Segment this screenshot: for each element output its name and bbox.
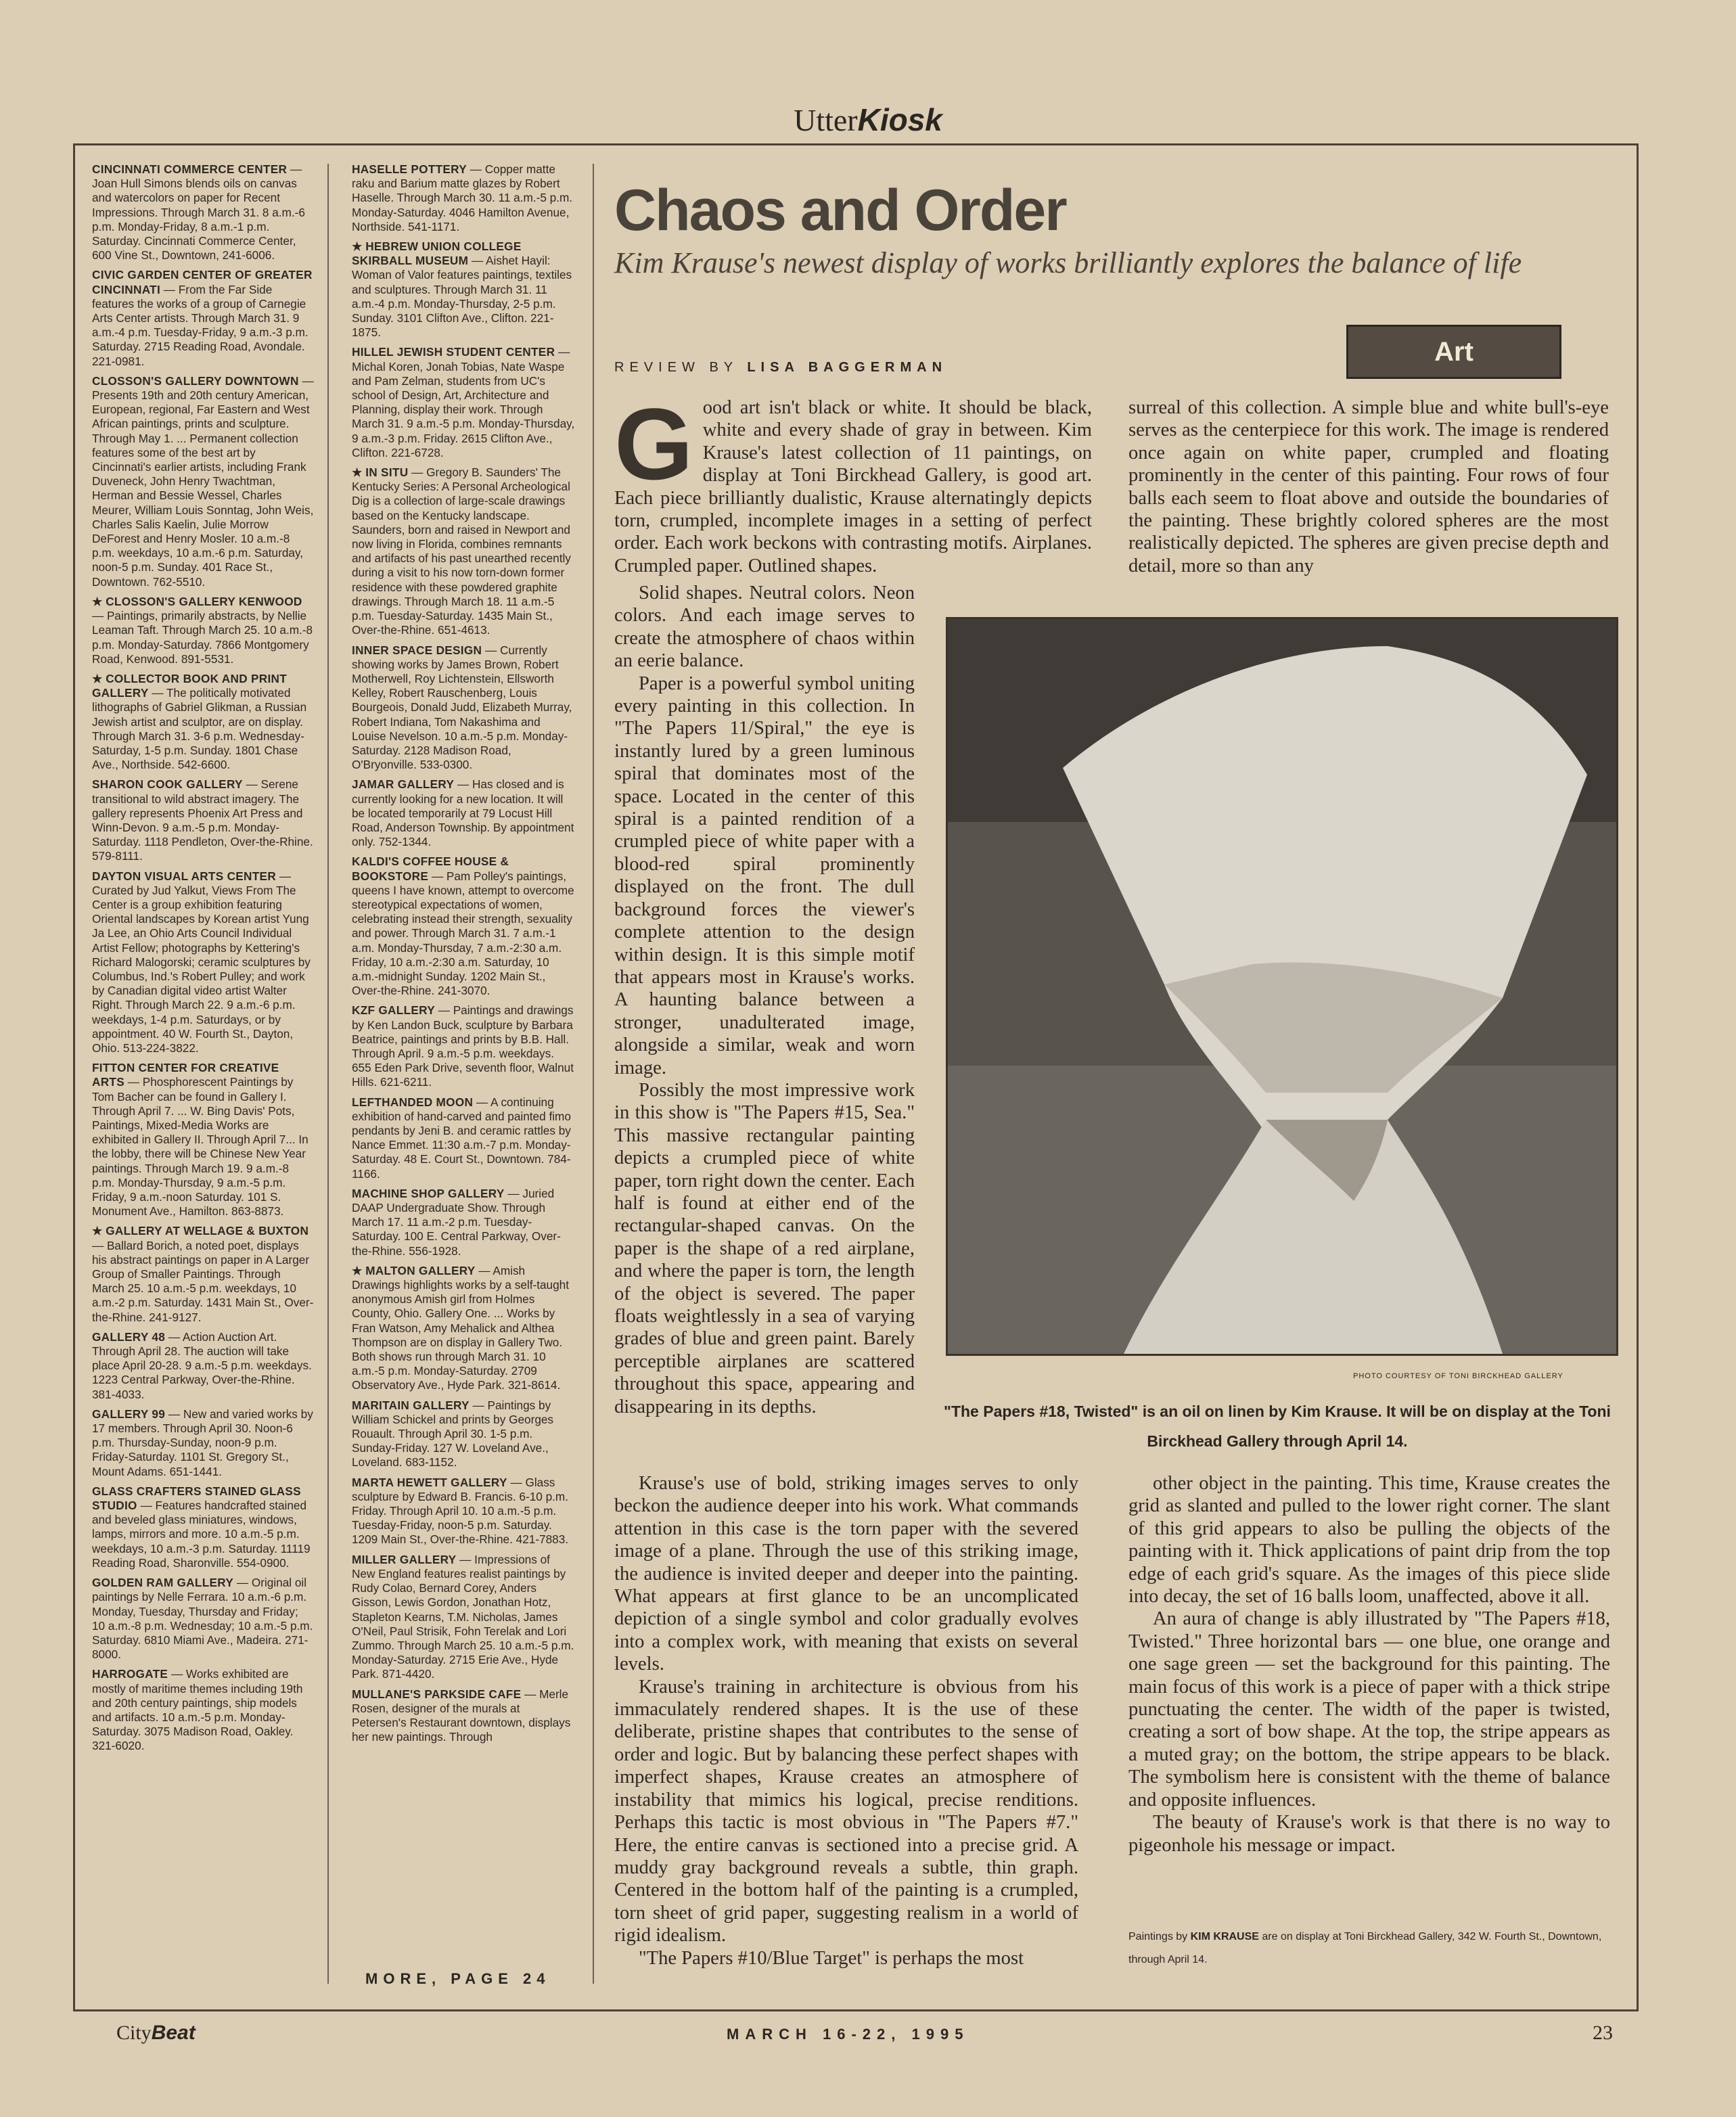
gallery-name: CIVIC GARDEN CENTER OF GREATER CINCINNATI xyxy=(92,268,313,296)
gallery-listing xyxy=(92,374,314,589)
gallery-listing xyxy=(352,1187,575,1258)
listing-details: — Original oil paintings by Nelle Ferrara. 10 a.m.-6 p.m. Monday, Tuesday, Thursday and Friday; 10 a.m.-8 p.m. Wednesday; 10 a.m.-5 p.m. Saturday. 6810 Miami Ave., Madeira. 271-8000. xyxy=(92,1576,313,1662)
section-header xyxy=(0,101,1736,138)
photo-caption: "The Papers #18, Twisted" is an oil on linen by Kim Krause. It will be on display at the Toni Birckhead Gallery through April 14. xyxy=(944,1403,1611,1450)
footer-beat: Beat xyxy=(151,2022,196,2044)
listing-details: — Copper matte raku and Barium matte glazes by Robert Haselle. Through March 30. 11 a.m.-5 p.m. Monday-Saturday. 4046 Hamilton Avenue, Northside. 541-1171. xyxy=(352,162,573,233)
byline-label: REVIEW BY xyxy=(614,360,748,375)
listing-details: — Currently showing works by James Brown, Robert Motherwell, Roy Lichtenstein, Ellsworth Kelley, Robert Rauschenberg, Louis Bourgeois, Donald Judd, Elizabeth Murray, Robert Indiana, Tom Nakashima and Louise Nevelson. 10 a.m.-5 p.m. Monday-Saturday. 2128 Madison Road, O'Bryonville. 533-0300. xyxy=(352,643,572,772)
gallery-listing xyxy=(92,162,314,263)
gallery-name: MARTA HEWETT GALLERY xyxy=(352,1475,507,1489)
listing-details: — A continuing exhibition of hand-carved and painted fimo pendants by Jeni B. and ceramic rattles by Nance Emmet. 11:30 a.m.-7 p.m. Monday-Saturday. 48 E. Court St., Downtown. 784-1166. xyxy=(352,1095,571,1181)
byline-author: LISA BAGGERMAN xyxy=(747,360,948,375)
gallery-listing xyxy=(92,1061,314,1219)
article-column-a-top xyxy=(614,387,1092,577)
byline xyxy=(614,360,947,375)
gallery-listing xyxy=(352,643,575,773)
gallery-listing xyxy=(92,1224,314,1324)
listing-details: — Ballard Borich, a noted poet, displays his abstract paintings on paper in A Larger Group of Smaller Paintings. Through March 25. 10 a.m.-5 p.m. weekdays, 10 a.m.-2 p.m. Saturday. 1431 Main St., Over-the-Rhine. 241-9127. xyxy=(92,1238,314,1324)
listing-details: — Amish Drawings highlights works by a self-taught anonymous Amish girl from Holmes County, Ohio. Gallery One. ... Works by Fran Watson, Amy Mehalick and Althea Thompson are on display in Gallery Two. Both shows run through March 31. 10 a.m.-5 p.m. Monday-Saturday. 2709 Observatory Ave., Hyde Park. 321-8614. xyxy=(352,1263,569,1392)
gallery-listing xyxy=(352,777,575,849)
gallery-name: HARROGATE xyxy=(92,1667,168,1681)
gallery-listing xyxy=(352,1003,575,1089)
article-column-b-bottom xyxy=(1128,1472,1610,1857)
photo-credit: PHOTO COURTESY OF TONI BIRCKHEAD GALLERY xyxy=(1353,1372,1563,1380)
gallery-name: DAYTON VISUAL ARTS CENTER xyxy=(92,869,277,883)
gallery-listing xyxy=(352,1095,575,1181)
paragraph: Paper is a powerful symbol uniting every painting in this collection. In "The Papers 11/Spiral," the eye is instantly lured by a green luminous spiral that dominates most of the space. Located in the center of this spiral is a painted rendition of a crumpled piece of white paper with a blood-red spiral prominently displayed on the front. The dull background forces the viewer's complete attention to the design within design. It is this simple motif that appears most in Krause's works. A haunting balance between a stronger, unadulterated image, alongside a similar, weak and worn image. xyxy=(614,673,915,1078)
gallery-name: LEFTHANDED MOON xyxy=(352,1095,474,1109)
gallery-listing xyxy=(352,345,575,460)
gallery-name: JAMAR GALLERY xyxy=(352,777,455,792)
column-divider xyxy=(593,164,594,1984)
gallery-name: HASELLE POTTERY xyxy=(352,162,467,176)
listing-details: — Impressions of New England features realist paintings by Rudy Colao, Bernard Corey, Anders Gisson, Lewis Gordon, Jonathan Hotz, Stapleton Kearns, T.M. Nicholas, James O'Neil, Paul Strisik, Fohn Terelak and Lori Zummo. Through March 25. 10 a.m.-5 p.m. Monday-Saturday. 2715 Erie Ave., Hyde Park. 871-4420. xyxy=(352,1552,574,1681)
listing-details: — Phosphorescent Paintings by Tom Bacher can be found in Gallery I. Through April 7. ... W. Bing Davis' Pots, Paintings, Mixed-Media Works are exhibited in Gallery II. Through April 7... In the lobby, there will be Chinese New Year paintings. Through March 19. 9 a.m.-8 p.m. Monday-Thursday, 9 a.m.-5 p.m. Friday, 9 a.m.-noon Saturday. 101 S. Monument Ave., Hamilton. 863-8873. xyxy=(92,1075,309,1219)
gallery-name: SHARON COOK GALLERY xyxy=(92,777,243,792)
star-icon: ★ xyxy=(92,671,106,685)
footer-city: City xyxy=(116,2022,152,2044)
paragraph: Krause's use of bold, striking images serves to only beckon the audience deeper into his work. What commands attention in this case is the torn paper with the severed image of a plane. Through the use of this striking image, the audience is invited deeper and deeper into the painting. What appears at first glance to be an uncomplicated depiction of a single symbol and color gradually evolves into a complex work, with meaning that exists on several levels. xyxy=(614,1473,1078,1675)
note-text: are on display at Toni Birckhead Gallery, 342 W. Fourth St., Downtown, through April 14. xyxy=(1128,1931,1602,1965)
star-icon: ★ xyxy=(352,465,366,480)
gallery-listing xyxy=(92,1407,314,1479)
note-prefix: Paintings by xyxy=(1128,1931,1191,1942)
listing-details: — Juried DAAP Undergraduate Show. Through March 17. 11 a.m.-2 p.m. Tuesday-Saturday. 100 E. Central Parkway, Over-the-Rhine. 556-1928. xyxy=(352,1186,561,1258)
painting-photo xyxy=(946,617,1618,1356)
listing-details: — Michal Koren, Jonah Tobias, Nate Waspe and Pam Zelman, students from UC's school of Design, Art, Architecture and Planning, display their work. Through March 31. 9 a.m.-5 p.m. Monday-Thursday, 9 a.m.-3 p.m. Friday. 2615 Clifton Ave., Clifton. 221-6728. xyxy=(352,345,575,459)
listing-details: — Serene transitional to wild abstract imagery. The gallery represents Phoenix Art Press and Winn-Devon. 9 a.m.-5 p.m. Monday-Saturday. 1118 Pendleton, Over-the-Rhine. 579-8111. xyxy=(92,777,313,863)
gallery-name: COLLECTOR BOOK AND PRINT GALLERY xyxy=(92,671,288,700)
paragraph: Possibly the most impressive work in this show is "The Papers #15, Sea." This massive rectangular painting depicts a crumpled piece of white paper, torn right down the center. Each half is found at either end of the rectangular-shaped canvas. On the paper is the shape of a red airplane, and where the paper is torn, the length of the object is severed. The paper floats weightlessly in a sea of varying grades of blue and green paint. Barely perceptible airplanes are scattered throughout this space, appearing and disappearing in its depths. xyxy=(614,1079,915,1417)
listing-details: — Pam Polley's paintings, queens I have known, attempt to overcome stereotypical expectations of women, celebrating instead their strength, sexuality and power. Through March 31. 7 a.m.-1 a.m. Monday-Thursday, 7 a.m.-2:30 a.m. Friday, 10 a.m.-2:30 a.m. Saturday, 10 a.m.-midnight Sunday. 1202 Main St., Over-the-Rhine. 241-3070. xyxy=(352,869,574,998)
gallery-name: MACHINE SHOP GALLERY xyxy=(352,1186,505,1200)
gallery-listing xyxy=(92,777,314,863)
listing-details: — Paintings and drawings by Ken Landon Buck, sculpture by Barbara Beatrice, paintings and prints by B.B. Hall. Through April. 9 a.m.-5 p.m. weekdays. 655 Eden Park Drive, seventh floor, Walnut Hills. 621-6211. xyxy=(352,1003,574,1089)
gallery-name: FITTON CENTER FOR CREATIVE ARTS xyxy=(92,1061,279,1089)
footer-logo xyxy=(116,2022,196,2045)
gallery-name: GLASS CRAFTERS STAINED GLASS STUDIO xyxy=(92,1484,301,1513)
lead-paragraph: ood art isn't black or white. It should be black, white and every shade of gray in between. Kim Krause's latest collection of 11 paintings, on display at Toni Birckhead Gallery, is good art. Each piece brilliantly dualistic, Krause alternatingly depicts torn, crumpled, incomplete images in a setting of perfect order. Each work beckons with contrasting motifs. Airplanes. Crumpled paper. Outlined shapes. xyxy=(614,397,1092,576)
gallery-listing xyxy=(92,1484,314,1570)
gallery-name: GOLDEN RAM GALLERY xyxy=(92,1576,234,1590)
article-column-a-bottom xyxy=(614,1472,1078,1970)
listing-details: — Features handcrafted stained and beveled glass miniatures, windows, lamps, mirrors and more. 10 a.m.-5 p.m. weekdays, 10 a.m.-3 p.m. Saturday. 11119 Reading Road, Sharonville. 554-0900. xyxy=(92,1499,311,1570)
gallery-name: MARITAIN GALLERY xyxy=(352,1398,470,1412)
listings-column-2 xyxy=(352,162,575,1750)
paragraph: The beauty of Krause's work is that there is no way to pigeonhole his message or impact. xyxy=(1128,1812,1610,1856)
gallery-name: IN SITU xyxy=(365,465,409,480)
continued-jump: MORE, PAGE 24 xyxy=(365,1970,551,1987)
listing-details: — Aishet Hayil: Woman of Valor features paintings, textiles and sculptures. Through March 31. 11 a.m.-4 p.m. Monday-Thursday, 2-5 p.m. Sunday. 3101 Clifton Ave., Clifton. 221-1875. xyxy=(352,254,572,340)
gallery-listing xyxy=(92,1576,314,1662)
gallery-name: HILLEL JEWISH STUDENT CENTER xyxy=(352,345,555,359)
gallery-name: KZF GALLERY xyxy=(352,1003,435,1018)
gallery-listing xyxy=(92,869,314,1056)
gallery-listing xyxy=(352,162,575,234)
listings-column-1 xyxy=(92,162,314,1759)
gallery-listing xyxy=(92,1667,314,1753)
exhibit-note xyxy=(1128,1926,1616,1972)
header-kiosk: Kiosk xyxy=(857,102,942,137)
paragraph: An aura of change is ably illustrated by "The Papers #18, Twisted." Three horizontal bars — one blue, one orange and one sage green — set the background for this painting. The main focus of this work is a piece of paper with a thick stripe punctuating the center. The width of the paper is twisted, creating a sort of bow shape. At the top, the stripe appears as a muted gray; on the bottom, the stripe appears to be black. The symbolism here is consistent with the theme of balance and opposite influences. xyxy=(1128,1608,1610,1811)
listing-details: — Paintings, primarily abstracts, by Nellie Leaman Taft. Through March 25. 10 a.m.-8 p.m. Monday-Saturday. 7866 Montgomery Road, Kenwood. 891-5531. xyxy=(92,609,313,666)
listing-details: — Works exhibited are mostly of maritime themes including 19th and 20th century paintings, ship models and artifacts. 10 a.m.-5 p.m. Monday-Saturday. 3075 Madison Road, Oakley. 321-6020. xyxy=(92,1667,303,1753)
listing-details: — The politically motivated lithographs of Gabriel Glikman, a Russian Jewish artist and sculptor, are on display. Through March 31. 3-6 p.m. Wednesday-Saturday, 1-5 p.m. Sunday. 1801 Chase Ave., Northside. 542-6600. xyxy=(92,686,307,772)
gallery-listing xyxy=(352,465,575,637)
gallery-listing xyxy=(92,595,314,666)
note-artist: KIM KRAUSE xyxy=(1190,1931,1259,1942)
gallery-name: MULLANE'S PARKSIDE CAFE xyxy=(352,1687,522,1701)
gallery-listing xyxy=(352,1553,575,1682)
listing-details: — Action Auction Art. Through April 28. The auction will take place April 20-28. 9 a.m.-5 p.m. weekdays. 1223 Central Parkway, Over-the-Rhine. 381-4033. xyxy=(92,1329,312,1401)
gallery-name: CLOSSON'S GALLERY KENWOOD xyxy=(106,594,302,608)
gallery-listing xyxy=(352,1476,575,1547)
article-subtitle: Kim Krause's newest display of works brilliantly explores the balance of life xyxy=(614,246,1522,279)
star-icon: ★ xyxy=(92,594,106,608)
paragraph: Krause's training in architecture is obvious from his immaculately rendered shapes. It is the use of these deliberate, pristine shapes that contributes to the sense of order and logic. But by balancing these perfect shapes with imperfect shapes, Krause creates an atmosphere of instability that mimics his logical, precise renditions. Perhaps this tactic is most obvious in "The Papers #7." Here, the entire canvas is sectioned into a precise grid. A muddy gray background reveals a subtle, thin graph. Centered in the bottom half of the painting is a crumpled, torn sheet of grid paper, suggesting realism in a world of rigid idealism. xyxy=(614,1676,1078,1947)
page-number: 23 xyxy=(1593,2022,1613,2044)
gallery-name: KALDI'S COFFEE HOUSE & BOOKSTORE xyxy=(352,855,509,883)
gallery-name: GALLERY 48 xyxy=(92,1329,166,1344)
listing-details: — From the Far Side features the works of a group of Carnegie Arts Center artists. Through March 31. 9 a.m.-4 p.m. Tuesday-Friday, 9 a.m.-3 p.m. Saturday. 2715 Reading Road, Avondale. 221-0981. xyxy=(92,282,309,368)
footer-date: MARCH 16-22, 1995 xyxy=(727,2026,969,2043)
article-column-b-top xyxy=(1128,396,1609,577)
article-title: Chaos and Order xyxy=(614,178,1066,243)
gallery-listing xyxy=(352,1398,575,1470)
gallery-listing xyxy=(352,1264,575,1393)
star-icon: ★ xyxy=(92,1224,106,1238)
gallery-listing xyxy=(92,1330,314,1402)
gallery-name: MALTON GALLERY xyxy=(365,1263,476,1277)
column-divider xyxy=(327,164,329,1984)
gallery-name: CINCINNATI COMMERCE CENTER xyxy=(92,162,288,176)
gallery-name: CLOSSON'S GALLERY DOWNTOWN xyxy=(92,373,299,388)
gallery-listing xyxy=(352,240,575,340)
listing-details: — New and varied works by 17 members. Through April 30. Noon-6 p.m. Thursday-Sunday, noon-9 p.m. Friday-Saturday. 1101 St. Gregory St., Mount Adams. 651-1441. xyxy=(92,1407,313,1478)
gallery-listing xyxy=(352,855,575,998)
paragraph: surreal of this collection. A simple blue and white bull's-eye serves as the centerpiece for this work. The image is rendered once again on white paper, crumpled and floating prominently in the center of this painting. Four rows of four balls each seem to float above and outside the boundaries of the painting. These brightly colored spheres are the most realistically depicted. The spheres are given precise depth and detail, more so than any xyxy=(1128,397,1609,576)
section-tag: Art xyxy=(1346,325,1561,379)
gallery-name: GALLERY AT WELLAGE & BUXTON xyxy=(106,1224,309,1238)
twisted-paper-illustration xyxy=(948,619,1616,1354)
star-icon: ★ xyxy=(352,1263,366,1277)
star-icon: ★ xyxy=(352,240,366,254)
listing-details: — Joan Hull Simons blends oils on canvas and watercolors on paper for Recent Impressions. Through March 31. 8 a.m.-6 p.m. Monday-Friday, 8 a.m.-1 p.m. Saturday. Cincinnati Commerce Center, 600 Vine St., Downtown, 241-6006. xyxy=(92,162,305,263)
gallery-listing xyxy=(352,1687,575,1745)
paragraph: other object in the painting. This time, Krause creates the grid as slanted and pulled to the lower right corner. The slant of this grid appears to also be pulling the objects of the painting with it. Thick applications of paint drip from the top edge of each grid's square. As the images of this piece slide into decay, the set of 16 balls loom, unaffected, above it all. xyxy=(1128,1473,1610,1608)
paragraph: "The Papers #10/Blue Target" is perhaps the most xyxy=(639,1947,1024,1969)
listing-details: — Paintings by William Schickel and prints by Georges Rouault. Through April 30. 1-5 p.m. Sunday-Friday. 127 W. Loveland Ave., Loveland. 683-1152. xyxy=(352,1398,554,1470)
gallery-name: GALLERY 99 xyxy=(92,1407,166,1421)
listing-details: — Curated by Jud Yalkut, Views From The Center is a group exhibition featuring Oriental landscapes by Korean artist Yung Ja Lee, an Ohio Arts Council Individual Artist Fellow; photographs by Kettering's Richard Malogorski; ceramic sculptures by Columbus, Ind.'s Robert Pulley; and work by Canadian digital video artist Walter Right. Through March 22. 9 a.m.-6 p.m. weekdays, 1-4 p.m. Saturdays, or by appointment. 40 W. Fourth St., Dayton, Ohio. 513-224-3822. xyxy=(92,869,311,1055)
gallery-listing xyxy=(92,268,314,368)
listing-details: — Has closed and is currently looking for a new location. It will be located temporarily at 79 Locust Hill Road, Anderson Township. By appointment only. 752-1344. xyxy=(352,777,574,849)
gallery-listing xyxy=(92,672,314,772)
listing-details: — Glass sculpture by Edward B. Francis. 6-10 p.m. Friday. Through April 10. 10 a.m.-5 p.m. Tuesday-Friday, noon-5 p.m. Saturday. 1209 Main St., Over-the-Rhine. 421-7883. xyxy=(352,1475,569,1547)
drop-cap: G xyxy=(614,387,693,501)
listing-details: — Merle Rosen, designer of the murals at Petersen's Restaurant downtown, displays her new paintings. Through xyxy=(352,1687,571,1744)
gallery-name: INNER SPACE DESIGN xyxy=(352,643,482,657)
listing-details: — Gregory B. Saunders' The Kentucky Series: A Personal Archeological Dig is a collection of large-scale drawings based on the Kentucky landscape. Saunders, born and raised in Newport and now living in Florida, combines remnants and artifacts of his past unearthed recently during a visit to his now torn-down former residence with these powdered graphite drawings. Through March 18. 11 a.m.-5 p.m. Tuesday-Saturday. 1435 Main St., Over-the-Rhine. 651-4613. xyxy=(352,465,571,637)
listing-details: — Presents 19th and 20th century American, European, regional, Far Eastern and West African paintings, prints and sculpture. Through May 1. ... Permanent collection features some of the best art by Cincinnati's earlier artists, including Frank Duveneck, John Henry Twachtman, Herman and Bessie Wessel, Charles Meurer, William Louis Sonntag, John Weis, Charles Salis Kaelin, Julie Morrow DeForest and Henry Mosler. 10 a.m.-8 p.m. weekdays, 10 a.m.-6 p.m. Saturday, noon-5 p.m. Sunday. 401 Race St., Downtown. 762-5510. xyxy=(92,373,314,589)
header-utter: Utter xyxy=(794,103,858,137)
article-column-a-narrow xyxy=(614,582,915,1418)
paragraph: Solid shapes. Neutral colors. Neon colors. And each image serves to create the atmosphere of chaos within an eerie balance. xyxy=(614,583,915,672)
gallery-name: MILLER GALLERY xyxy=(352,1552,457,1566)
gallery-name: HEBREW UNION COLLEGE SKIRBALL MUSEUM xyxy=(352,240,522,268)
